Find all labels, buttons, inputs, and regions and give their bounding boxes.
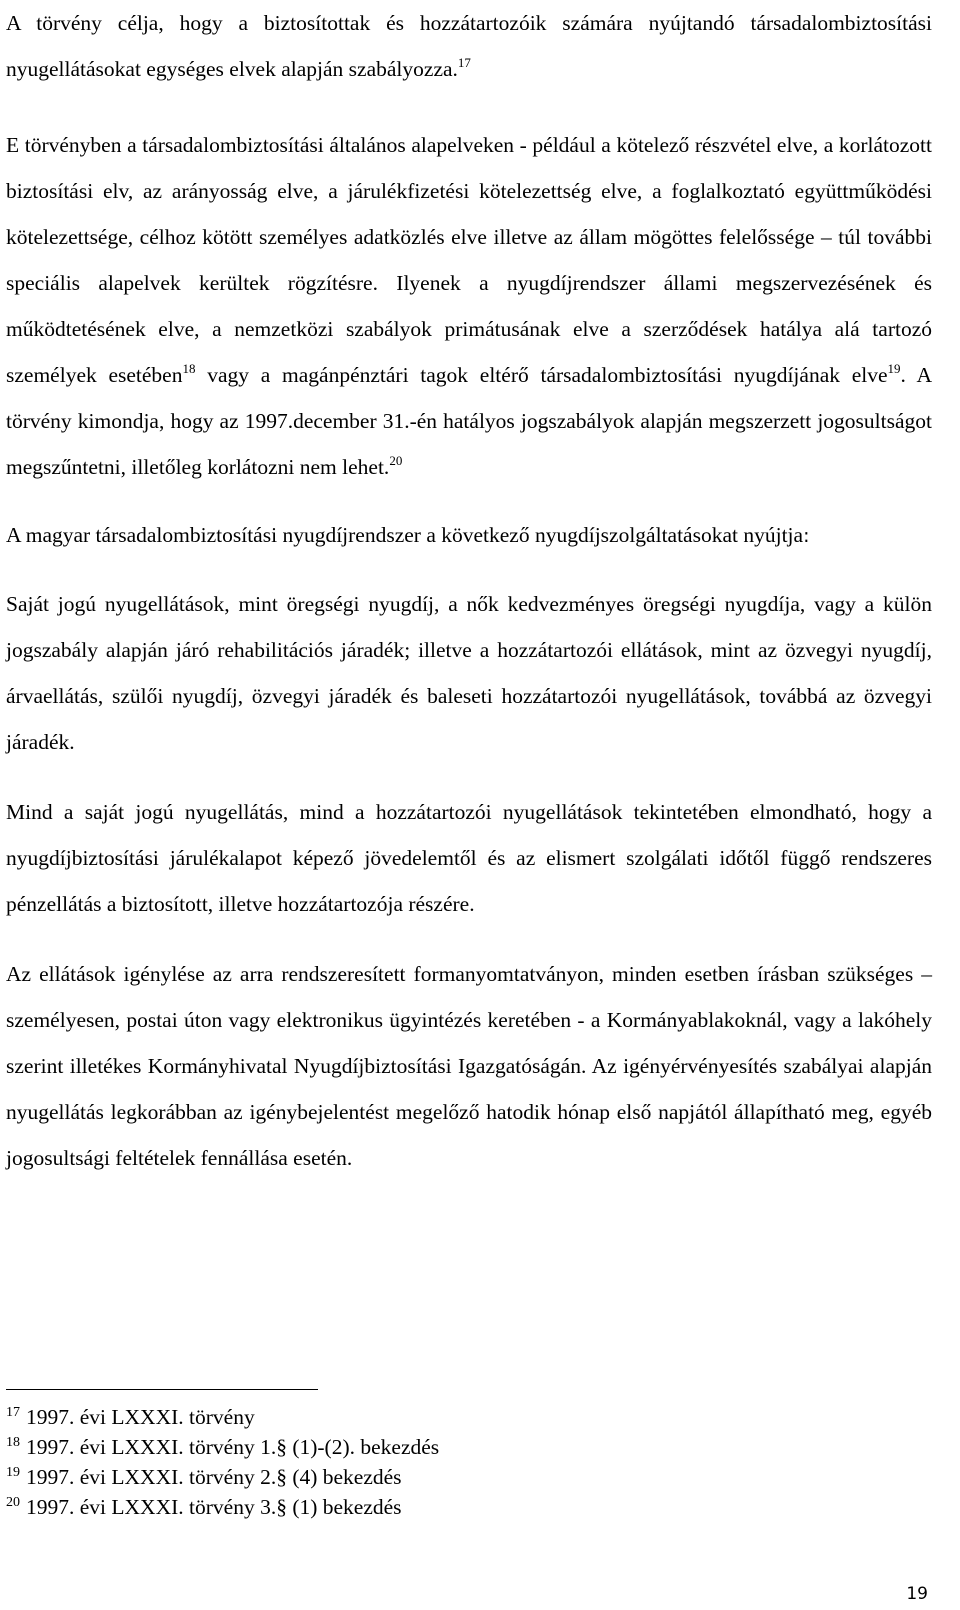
paragraph-text: vagy a magánpénztári tagok eltérő társadalombiztosítási nyugdíjának elve — [207, 363, 888, 387]
paragraph-pension-services — [6, 512, 932, 559]
footnote-17 — [6, 1402, 906, 1432]
footnote-ref-20: 20 — [389, 453, 403, 468]
footnote-separator — [6, 1389, 318, 1390]
paragraph-principles — [6, 122, 932, 490]
footnote-text: 1997. évi LXXXI. törvény 2.§ (4) bekezdés — [26, 1465, 402, 1489]
footnote-number: 18 — [6, 1435, 20, 1450]
paragraph-text: E törvényben a társadalombiztosítási általános alapelveken - például a kötelező részvétel elve, a korlátozott biztosítási elv, az arányosság elve, a járulékfizetési kötelezettség elve, a foglalkoztató együttműködési kötelezettsége, célhoz kötött személyes adatközlés elve illetve az állam mögöttes felelőssége – túl további speciális alapelvek kerültek rögzítésre. — [6, 133, 932, 295]
paragraph-text: A magyar társadalombiztosítási nyugdíjrendszer a következő nyugdíjszolgáltatásokat nyújtja — [6, 523, 804, 547]
footnote-ref-17: 17 — [457, 55, 471, 70]
footnote-ref-19: 19 — [887, 361, 901, 376]
footnote-text: 1997. évi LXXXI. törvény — [26, 1405, 255, 1429]
footnotes — [6, 1402, 906, 1522]
footnote-ref-18: 18 — [182, 361, 196, 376]
paragraph-colon: : — [803, 525, 810, 547]
footnote-number: 19 — [6, 1465, 20, 1480]
paragraph-text: Ilyenek a nyugdíjrendszer állami megszervezésének és működtetésének elve, a nemzetközi szabályok primátusának elve a szerződések hatálya alá tartozó személyek esetében — [6, 271, 933, 387]
footnote-20 — [6, 1492, 906, 1522]
footnote-19 — [6, 1462, 906, 1492]
document-body — [6, 0, 932, 1181]
footnote-text: 1997. évi LXXXI. törvény 1.§ (1)-(2). bekezdés — [26, 1435, 440, 1459]
paragraph-benefit-types: Saját jogú nyugellátások, mint öregségi nyugdíj, a nők kedvezményes öregségi nyugdíja, vagy a külön jogszabály alapján járó rehabilitációs járadék; illetve a hozzátartozói ellátások, mint az özvegyi nyugdíj, árvaellátás, szülői nyugdíj, özvegyi járadék és baleseti hozzátartozói nyugellátások, továbbá az özvegyi járadék. — [6, 592, 932, 754]
footnote-number: 17 — [6, 1405, 20, 1420]
paragraph-text: . A törvény kimondja, hogy az 1997.december 31.-én hatályos jogszabályok alapján megszerzett jogosultságot megszűntetni, illetőleg korlátozni nem lehet. — [6, 363, 932, 479]
paragraph-claim-procedure: Az ellátások igénylése az arra rendszeresített formanyomtatványon, minden esetben írásban szükséges – személyesen, postai úton vagy elektronikus ügyintézés keretében - a Kormányablakoknál, vagy a lakóhely szerint illetékes Kormányhivatal Nyugdíjbiztosítási Igazgatóságán. Az igényérvényesítés szabályai alapján nyugellátás legkorábban az igénybejelentést megelőző hatodik hónap első napjától állapítható meg, egyéb jogosultsági feltételek fennállása esetén. — [6, 962, 932, 1170]
footnote-text: 1997. évi LXXXI. törvény 3.§ (1) bekezdés — [26, 1495, 402, 1519]
paragraph-text: A törvény célja, hogy a biztosítottak és hozzátartozóik számára nyújtandó társadalombiztosítási nyugellátásokat egységes elvek alapján szabályozza. — [6, 11, 932, 81]
paragraph-purpose — [6, 0, 932, 92]
page-number: 19 — [906, 1584, 928, 1604]
footnote-18 — [6, 1432, 906, 1462]
footnote-number: 20 — [6, 1495, 20, 1510]
paragraph-benefit-description: Mind a saját jogú nyugellátás, mind a hozzátartozói nyugellátások tekintetében elmondható, hogy a nyugdíjbiztosítási járulékalapot képező jövedelemtől és az elismert szolgálati időtől függő rendszeres pénzellátás a biztosított, illetve hozzátartozója részére. — [6, 800, 932, 916]
